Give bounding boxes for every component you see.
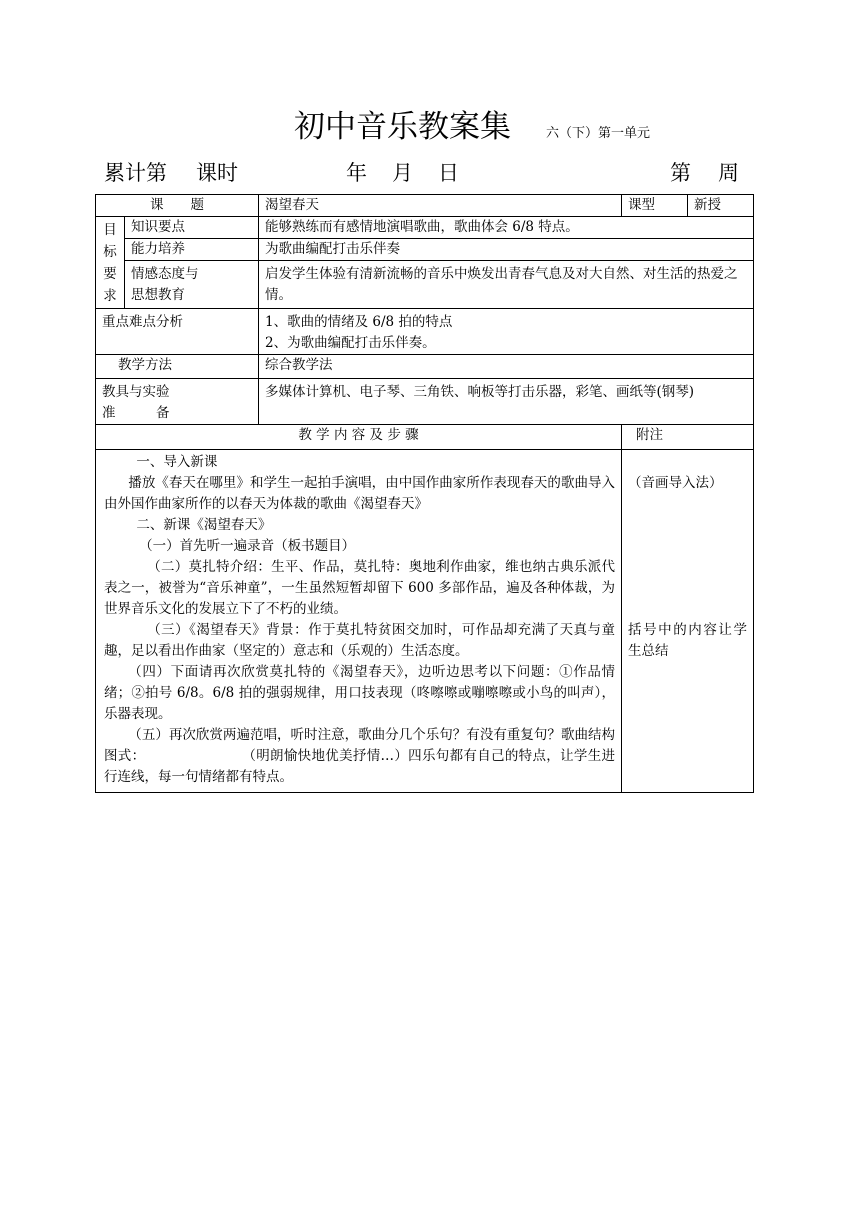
goals-label-char: 要 <box>103 266 117 282</box>
note-item: 括号中的内容让学生总结 <box>628 622 747 659</box>
title-row <box>0 104 860 152</box>
topic-row <box>96 195 754 217</box>
cumulative-label: 累计第 <box>104 161 167 185</box>
notes-content <box>622 450 754 793</box>
unit-subtitle: 六（下）第一单元 <box>546 126 651 141</box>
method-label: 教学方法 <box>96 355 259 379</box>
tools-label-line: 准 备 <box>102 405 170 421</box>
step-paragraph: （五）再次欣赏两遍范唱，听时注意，歌曲分几个乐句？有没有重复句？歌曲结构图式： （明朗愉快地优美抒情…）四乐句都有自己的特点，让学生进行连线，每一句情绪都有特点。 <box>104 727 615 785</box>
step-paragraph: 播放《春天在哪里》和学生一起拍手演唱，由中国作曲家所作表现春天的歌曲导入由外国作曲家所作的以春天为体裁的歌曲《渴望春天》 <box>104 475 615 512</box>
lesson-unit-label: 课时 <box>196 161 238 185</box>
page-title: 初中音乐教案集 <box>294 109 511 145</box>
lesson-type-label: 课型 <box>622 195 688 217</box>
topic-value: 渴望春天 <box>259 195 622 217</box>
year-label: 年 <box>346 161 367 185</box>
method-row <box>96 355 754 379</box>
step-paragraph: （四）下面请再次欣赏莫扎特的《渴望春天》，边听边思考以下问题：①作品情绪；②拍号 6/8。6/8 拍的强弱规律，用口技表现（咚嚓嚓或嘣嚓嚓或小鸟的叫声），乐器表现。 <box>104 664 615 722</box>
steps-content <box>96 450 622 793</box>
emotion-label-line: 情感态度与 <box>131 266 199 282</box>
method-value: 综合教学法 <box>259 355 754 379</box>
keypoints-value <box>259 309 754 355</box>
tools-row <box>96 379 754 425</box>
month-label: 月 <box>392 161 413 185</box>
emotion-value: 启发学生体验有清新流畅的音乐中焕发出青春气息及对大自然、对生活的热爱之情。 <box>259 261 754 309</box>
keypoints-label: 重点难点分析 <box>96 309 259 355</box>
goals-label-char: 标 <box>103 244 117 260</box>
week-suffix-label: 周 <box>718 161 739 185</box>
lesson-plan-table <box>95 194 754 793</box>
lesson-meta-row <box>0 157 860 189</box>
steps-header-row <box>96 425 754 450</box>
tools-label <box>96 379 259 425</box>
keypoint-item: 1、歌曲的情绪及 6/8 拍的特点 <box>265 314 453 330</box>
step-paragraph: （二）莫扎特介绍：生平、作品，莫扎特：奥地利作曲家，维也纳古典乐派代表之一，被誉为“音乐神童”，一生虽然短暂却留下 600 多部作品，遍及各种体裁，为世界音乐文化的发展立下了不朽的业绩。 <box>104 559 615 617</box>
tools-label-line: 教具与实验 <box>102 384 170 400</box>
week-prefix-label: 第 <box>670 161 691 185</box>
ability-row <box>96 239 754 261</box>
day-label: 日 <box>438 161 459 185</box>
knowledge-row <box>96 217 754 239</box>
steps-header: 教 学 内 容 及 步 骤 <box>96 425 622 450</box>
steps-content-row <box>96 450 754 793</box>
ability-value: 为歌曲编配打击乐伴奏 <box>259 239 754 261</box>
lesson-type-value: 新授 <box>688 195 754 217</box>
note-item: （音画导入法） <box>628 475 723 491</box>
keypoints-row <box>96 309 754 355</box>
tools-value: 多媒体计算机、电子琴、三角铁、响板等打击乐器，彩笔、画纸等(钢琴) <box>259 379 754 425</box>
step-paragraph: （一）首先听一遍录音（板书题目） <box>139 538 356 554</box>
emotion-label <box>125 261 259 309</box>
goals-label-char: 求 <box>103 288 117 304</box>
notes-header: 附注 <box>622 425 754 450</box>
topic-label: 课 题 <box>96 195 259 217</box>
ability-label: 能力培养 <box>125 239 259 261</box>
knowledge-value: 能够熟练而有感情地演唱歌曲，歌曲体会 6/8 特点。 <box>259 217 754 239</box>
step-paragraph: 二、新课《渴望春天》 <box>136 517 272 533</box>
step-paragraph: （三）《渴望春天》背景：作于莫扎特贫困交加时，可作品却充满了天真与童趣，足以看出作曲家（坚定的）意志和（乐观的）生活态度。 <box>104 622 615 659</box>
knowledge-label: 知识要点 <box>125 217 259 239</box>
keypoint-item: 2、为歌曲编配打击乐伴奏。 <box>265 335 436 351</box>
emotion-row <box>96 261 754 309</box>
step-paragraph: 一、导入新课 <box>136 454 218 470</box>
goals-vertical-label <box>96 217 125 309</box>
emotion-label-line: 思想教育 <box>131 287 185 303</box>
goals-label-char: 目 <box>103 222 117 238</box>
